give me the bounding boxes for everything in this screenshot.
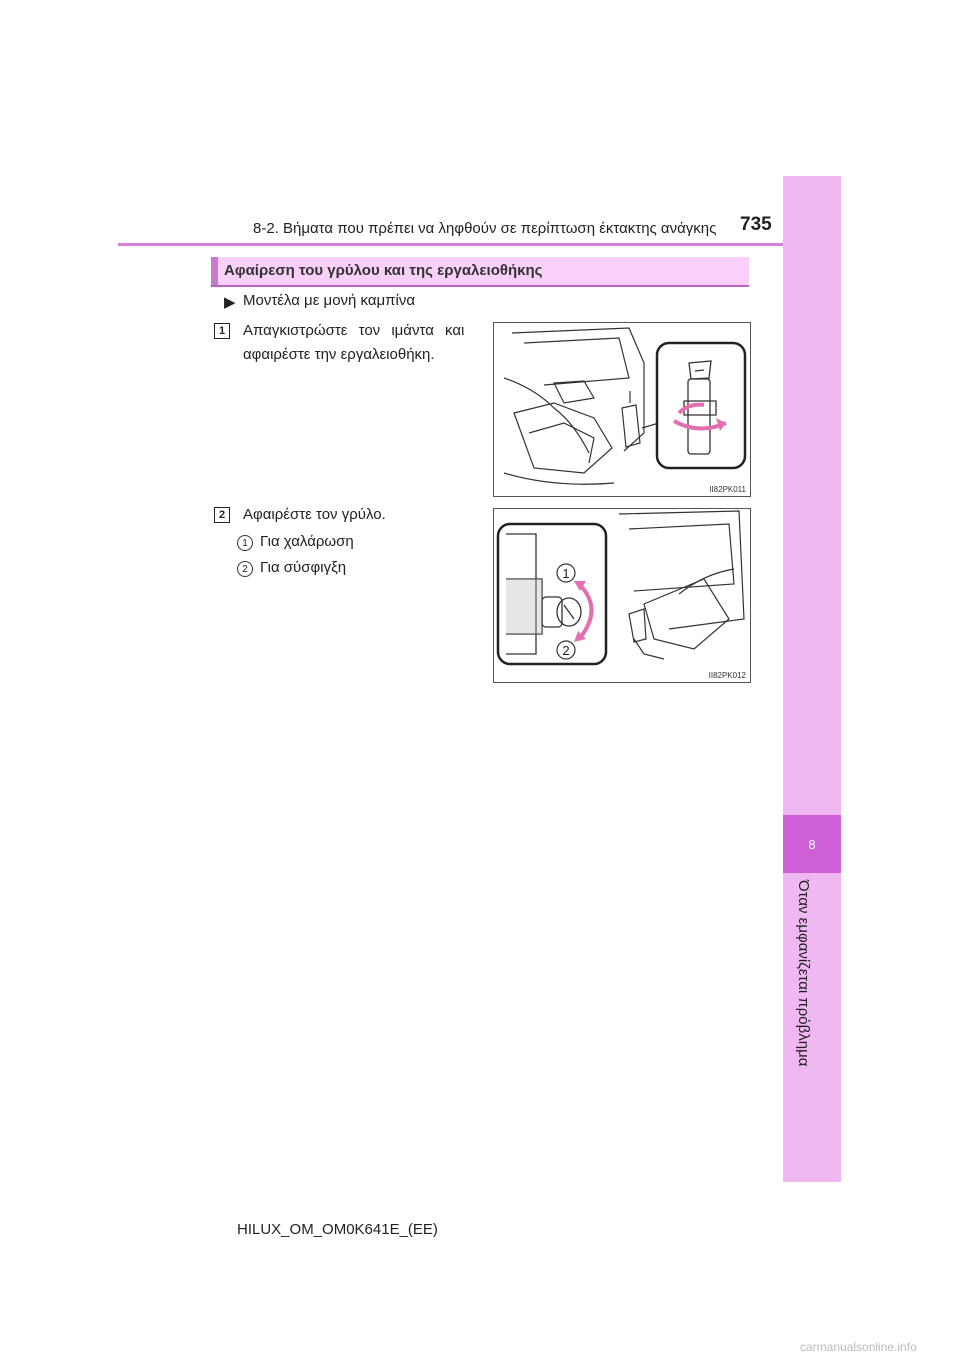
watermark: carmanualsonline.info <box>800 1340 917 1354</box>
figure-toolbag-removal <box>493 322 751 497</box>
figure-code: II82PK012 <box>708 671 746 680</box>
step-2-text: Αφαιρέστε τον γρύλο. <box>243 506 386 523</box>
jack-illustration <box>494 509 750 682</box>
header-divider <box>118 243 783 246</box>
step-number-box: 2 <box>214 507 230 523</box>
step-1-text-line2: αφαιρέστε την εργαλειοθήκη. <box>243 346 435 363</box>
figure-jack-removal <box>493 508 751 683</box>
toolbag-illustration <box>494 323 750 496</box>
page-number: 735 <box>740 214 772 235</box>
sub-item-tighten: Για σύσφιγξη <box>260 559 347 576</box>
model-note-arrow-icon: ▶ <box>224 294 236 311</box>
step-number-box: 1 <box>214 323 230 339</box>
document-code: HILUX_OM_OM0K641E_(EE) <box>237 1221 438 1238</box>
model-note: Μοντέλα με μονή καμπίνα <box>243 292 416 309</box>
sub-item-loosen: Για χαλάρωση <box>260 533 354 550</box>
sub-item-number: 2 <box>237 561 253 577</box>
callout-1: 1 <box>562 566 570 581</box>
step-1-text-line1: Απαγκιστρώστε τον ιμάντα και <box>243 322 465 339</box>
section-title: Αφαίρεση του γρύλου και της εργαλειοθήκης <box>224 262 543 279</box>
sub-item-number: 1 <box>237 535 253 551</box>
chapter-side-tab <box>783 176 841 1182</box>
chapter-title-vertical: Όταν εμφανίζεται πρόβλημα <box>795 880 812 1067</box>
callout-2: 2 <box>562 643 570 658</box>
page-header-title: 8-2. Βήματα που πρέπει να ληφθούν σε περίπτωση έκτακτης ανάγκης <box>253 220 717 237</box>
chapter-number-tab[interactable]: 8 <box>783 815 841 873</box>
figure-code: II82PK011 <box>709 485 746 494</box>
